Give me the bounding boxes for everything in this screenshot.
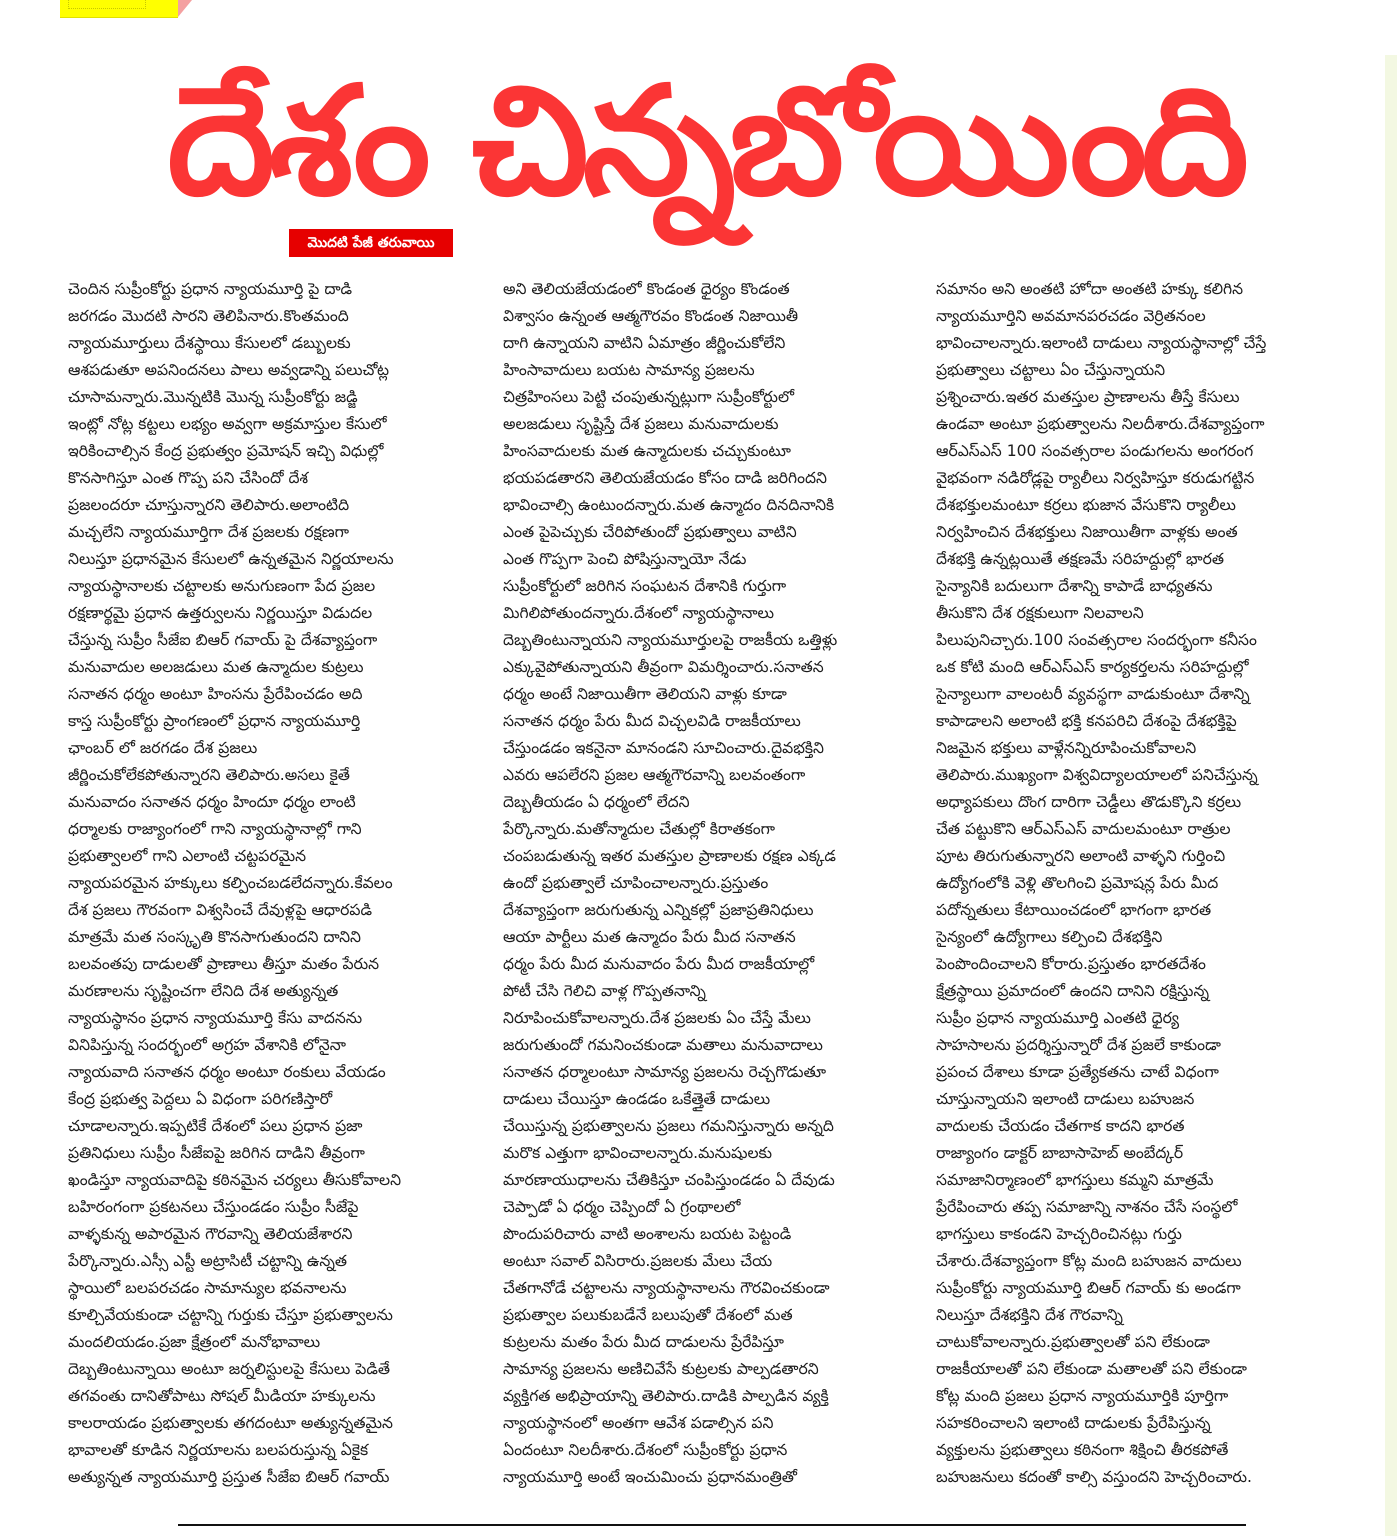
bottom-divider-rule bbox=[178, 1524, 1246, 1526]
article-line: సైన్యాలుగా వాలంటరీ వ్యవస్థగా వాడుకుంటూ దేశాన్ని bbox=[936, 685, 1250, 703]
article-line: చేస్తున్న సుప్రీం సీజేఐ బిఆర్ గవాయ్ పై దేశవ్యాప్తంగా bbox=[68, 631, 378, 649]
article-line: ప్రభుత్వాల పలుకుబడేనే బలుపుతో దేశంలో మత bbox=[503, 1306, 793, 1324]
article-line: కాపాడాలని అలాంటి భక్తి కనపరిచి దేశంపై దేశభక్తిపై bbox=[936, 712, 1237, 730]
article-column-3 bbox=[936, 276, 1356, 1491]
article-line: ఎంత పైపెచ్చుకు చేరిపోతుందో ప్రభుత్వాలు వాటిని bbox=[503, 523, 797, 541]
article-line: దెబ్బతింటున్నాయి అంటూ జర్నలిస్టులపై కేసులు పెడితే bbox=[68, 1360, 390, 1378]
article-line: వినిపిస్తున్న సందర్భంలో అగ్రహ వేశానికి లోనైనా bbox=[68, 1036, 346, 1054]
article-line: కోట్ల మంది ప్రజలు ప్రధాన న్యాయమూర్తికి పూర్తిగా bbox=[936, 1387, 1229, 1405]
pink-corner-flag bbox=[178, 0, 192, 17]
article-line: స్థాయిలో బలపరచడం సామాన్యుల భవనాలను bbox=[68, 1279, 347, 1297]
article-line: చూసామన్నారు.మొన్నటికి మొన్న సుప్రీంకోర్టు జడ్జి bbox=[68, 388, 358, 406]
article-line: రాజ్యాంగం డాక్టర్ బాబాసాహెబ్ అంబేద్కర్ bbox=[936, 1144, 1184, 1162]
article-line: క్షేత్రస్థాయి ప్రమాదంలో ఉందని దానిని రక్షిస్తున్న bbox=[936, 982, 1210, 1000]
article-line: జరగడం మొదటి సారని తెలిపినారు.కొంతమంది bbox=[68, 307, 349, 325]
article-line: తగవంతు దానితోపాటు సోషల్ మీడియా హక్కులను bbox=[68, 1387, 376, 1405]
article-line: రాజకీయాలతో పని లేకుండా మతాలతో పని లేకుండా bbox=[936, 1360, 1247, 1378]
article-line: ప్రపంచ దేశాలు కూడా ప్రత్యేకతను చాటే విధంగా bbox=[936, 1063, 1219, 1081]
article-line: కాస్త సుప్రీంకోర్టు ప్రాంగణంలో ప్రధాన న్యాయమూర్తి bbox=[68, 712, 361, 730]
article-line: న్యాయమూర్తులు దేశస్థాయి కేసులలో డబ్బులకు bbox=[68, 334, 351, 352]
article-line: నిలుస్తూ ప్రధానమైన కేసులలో ఉన్నతమైన నిర్ణయాలను bbox=[68, 550, 394, 568]
article-line: అధ్యాపకులు దొంగ దారిగా చెడ్డీలు తొడుక్కొని కర్రలు bbox=[936, 793, 1242, 811]
article-line: ఎక్కువైపోతున్నాయని తీవ్రంగా విమర్శించారు.సనాతన bbox=[503, 658, 824, 676]
article-line: ఆయా పార్టీలు మత ఉన్మాదం పేరు మీద సనాతన bbox=[503, 928, 796, 946]
article-line: సుప్రీంకోర్టు న్యాయమూర్తి బిఆర్ గవాయ్ కు అండగా bbox=[936, 1279, 1241, 1297]
article-line: ఉండవా అంటూ ప్రభుత్వాలను నిలదీశారు.దేశవ్యాప్తంగా bbox=[936, 415, 1265, 433]
article-line: చిత్రహింసలు పెట్టి చంపుతున్నట్లుగా సుప్రీంకోర్టులో bbox=[503, 388, 794, 406]
article-line: సుప్రీంకోర్టులో జరిగిన సంఘటన దేశానికి గుర్తుగా bbox=[503, 577, 787, 595]
article-line: కుట్రలను మతం పేరు మీద దాడులను ప్రేరేపిస్తూ bbox=[503, 1333, 784, 1351]
article-line: సనాతన ధర్మం పేరు మీద విచ్చలవిడి రాజకీయాలు bbox=[503, 712, 801, 730]
article-line: న్యాయపరమైన హక్కులు కల్పించబడలేదన్నారు.కేవలం bbox=[68, 874, 393, 892]
article-line: వ్యక్తులను ప్రభుత్వాలు కఠినంగా శిక్షించి తీరకపోతే bbox=[936, 1441, 1229, 1459]
article-line: సైన్యానికి బదులుగా దేశాన్ని కాపాడే బాధ్యతను bbox=[936, 577, 1213, 595]
article-line: చేతగానోడే చట్టాలను న్యాయస్థానాలను గౌరవించకుండా bbox=[503, 1279, 830, 1297]
article-line: దేశ ప్రజలు గౌరవంగా విశ్వసించే దేవుళ్లపై ఆధారపడి bbox=[68, 901, 373, 919]
article-line: కేంద్ర ప్రభుత్వ పెద్దలు ఏ విధంగా పరిగణిస్తారో bbox=[68, 1090, 333, 1108]
article-line: మచ్చలేని న్యాయమూర్తిగా దేశ ప్రజలకు రక్షణగా bbox=[68, 523, 350, 541]
article-line: సనాతన ధర్మాలంటూ సామాన్య ప్రజలను రెచ్చగొడుతూ bbox=[503, 1063, 827, 1081]
article-line: ప్రభుత్వాలలో గాని ఎలాంటి చట్టపరమైన bbox=[68, 847, 307, 865]
article-line: ఖండిస్తూ న్యాయవాదిపై కఠినమైన చర్యలు తీసుకోవాలని bbox=[68, 1171, 402, 1189]
article-line: న్యాయమూర్తిని అవమానపరచడం వెర్రితనంల bbox=[936, 307, 1206, 325]
yellow-corner-tag bbox=[60, 0, 178, 18]
article-line: వ్యక్తిగత అభిప్రాయాన్ని తెలిపారు.దాడికి పాల్పడిన వ్యక్తి bbox=[503, 1387, 829, 1405]
article-line: దేశవ్యాప్తంగా జరుగుతున్న ఎన్నికల్లో ప్రజాప్రతినిధులు bbox=[503, 901, 814, 919]
article-line: ఎవరు ఆపలేరని ప్రజల ఆత్మగౌరవాన్ని బలవంతంగా bbox=[503, 766, 806, 784]
article-line: మిగిలిపోతుందన్నారు.దేశంలో న్యాయస్థానాలు bbox=[503, 604, 774, 622]
article-line: సాహసాలను ప్రదర్శిస్తున్నారో దేశ ప్రజలే కాకుండా bbox=[936, 1036, 1221, 1054]
article-line: చేశారు.దేశవ్యాప్తంగా కోట్ల మంది బహుజన వాదులు bbox=[936, 1252, 1242, 1270]
article-line: కొనసాగిస్తూ ఎంత గొప్ప పని చేసిందో దేశ bbox=[68, 469, 309, 487]
article-line: దాగి ఉన్నాయని వాటిని ఏమాత్రం జీర్ణించుకోలేని bbox=[503, 334, 786, 352]
article-line: నిజమైన భక్తులు వాళ్లేనన్నిరూపించుకోవాలని bbox=[936, 739, 1197, 757]
article-line: ఆర్ఎస్ఎస్ 100 సంవత్సరాల పండుగలను అంగరంగ bbox=[936, 442, 1254, 460]
article-line: భయపడతారని తెలియజేయడం కోసం దాడి జరిగిందని bbox=[503, 469, 827, 487]
article-line: న్యాయస్థానంలో అంతగా ఆవేశ పడాల్సిన పని bbox=[503, 1414, 774, 1432]
article-line: సామాన్య ప్రజలను అణిచివేసే కుట్రలకు పాల్పడతారని bbox=[503, 1360, 819, 1378]
article-line: పదోన్నతులు కేటాయించడంలో భాగంగా భారత bbox=[936, 901, 1212, 919]
article-line: ఇంట్లో నోట్ల కట్టలు లభ్యం అవ్వగా అక్రమాస్తుల కేసులో bbox=[68, 415, 387, 433]
article-line: న్యాయస్థానాలకు చట్టాలకు అనుగుణంగా పేద ప్రజల bbox=[68, 577, 376, 595]
article-line: సమాజానిర్మాణంలో భాగస్తులు కమ్మని మాత్రమే bbox=[936, 1171, 1214, 1189]
headline: దేశం చిన్నబోయింది bbox=[167, 55, 1243, 229]
article-line: న్యాయస్థానం ప్రధాన న్యాయమూర్తి కేసు వాదనను bbox=[68, 1009, 363, 1027]
page-edge-strip bbox=[1385, 55, 1397, 1536]
article-line: చాటుకోవాలన్నారు.ప్రభుత్వాలతో పని లేకుండా bbox=[936, 1333, 1210, 1351]
article-line: ఉందో ప్రభుత్వాలే చూపించాలన్నారు.ప్రస్తుతం bbox=[503, 874, 769, 892]
article-line: జరుగుతుందో గమనించకుండా మతాలు మనువాదాలు bbox=[503, 1036, 823, 1054]
article-line: విశ్వాసం ఉన్నంత ఆత్మగౌరవం కొండంత నిజాయితీ bbox=[503, 307, 799, 325]
article-line: పేర్కొన్నారు.ఎస్సీ ఎస్టీ అట్రాసిటీ చట్టాన్ని ఉన్నత bbox=[68, 1252, 348, 1270]
article-line: హింసవాదులకు మత ఉన్మాదులకు చచ్చుకుంటూ bbox=[503, 442, 791, 460]
article-line: కాలరాయడం ప్రభుత్వాలకు తగదంటూ అత్యున్నతమైన bbox=[68, 1414, 393, 1432]
article-line: వాదులకు చేయడం చేతగాక కాదని భారత bbox=[936, 1117, 1185, 1135]
article-line: భావించాల్సి ఉంటుందన్నారు.మత ఉన్మాదం దినదినానికి bbox=[503, 496, 835, 514]
article-line: అత్యున్నత న్యాయమూర్తి ప్రస్తుత సీజేఐ బిఆర్ గవాయ్ bbox=[68, 1468, 390, 1486]
article-line: పెంపొందించాలని కోరారు.ప్రస్తుతం భారతదేశం bbox=[936, 955, 1206, 973]
article-line: తెలిపారు.ముఖ్యంగా విశ్వవిద్యాలయాలలో పనిచేస్తున్న bbox=[936, 766, 1258, 784]
article-line: నిరూపించుకోవాలన్నారు.దేశ ప్రజలకు ఏం చేస్తే మేలు bbox=[503, 1009, 811, 1027]
article-line: పేర్కొన్నారు.మతోన్మాదుల చేతుల్లో కిరాతకంగా bbox=[503, 820, 776, 838]
article-line: చేస్తుండడం ఇకనైనా మానండని సూచించారు.దైవభక్తిని bbox=[503, 739, 825, 757]
article-line: మారణాయుధాలను చేతికిస్తూ చంపిస్తుండడం ఏ దేవుడు bbox=[503, 1171, 835, 1189]
article-line: దెబ్బతీయడం ఏ ధర్మంలో లేదని bbox=[503, 793, 690, 811]
article-line: తీసుకొని దేశ రక్షకులుగా నిలవాలని bbox=[936, 604, 1144, 622]
article-line: ఆశపడుతూ అపనిందనలు పాలు అవ్వడాన్ని పలుచోట్ల bbox=[68, 361, 390, 379]
article-line: ఎంత గొప్పగా పెంచి పోషిస్తున్నాయో నేడు bbox=[503, 550, 747, 568]
article-line: సుప్రీం ప్రధాన న్యాయమూర్తి ఎంతటి ధైర్య bbox=[936, 1009, 1180, 1027]
article-line: న్యాయమూర్తి అంటే ఇంచుమించు ప్రధానమంత్రితో bbox=[503, 1468, 797, 1486]
article-line: ఒక కోటి మంది ఆర్ఎస్ఎస్ కార్యకర్తలను సరిహద్దుల్లో bbox=[936, 658, 1249, 676]
article-line: మందలియడం.ప్రజా క్షేత్రంలో మనోభావాలు bbox=[68, 1333, 321, 1351]
article-line: దేశభక్తులమంటూ కర్రలు భుజాన వేసుకొని ర్యాలీలు bbox=[936, 496, 1236, 514]
article-line: సమానం అని అంతటి హోదా అంతటి హక్కు కలిగిన bbox=[936, 280, 1244, 298]
article-line: హింసావాదులు బయట సామాన్య ప్రజలను bbox=[503, 361, 755, 379]
article-line: వాళ్ళకున్న అపారమైన గౌరవాన్ని తెలియజేశారని bbox=[68, 1225, 353, 1243]
article-line: దెబ్బతింటున్నాయని న్యాయమూర్తులపై రాజకీయ ఒత్తిళ్లు bbox=[503, 631, 838, 649]
article-line: ధర్మం పేరు మీద మనువాదం పేరు మీద రాజకీయాల్లో bbox=[503, 955, 815, 973]
article-column-2 bbox=[503, 276, 923, 1491]
article-line: భాగస్తులు కాకండని హెచ్చరించినట్లు గుర్తు bbox=[936, 1225, 1182, 1243]
article-line: పొందుపరిచారు వాటి అంశాలను బయట పెట్టండి bbox=[503, 1225, 792, 1243]
article-column-1 bbox=[68, 276, 488, 1491]
article-line: అలజడులు సృష్టిస్తే దేశ ప్రజలు మనువాదులకు bbox=[503, 415, 779, 433]
article-line: న్యాయవాది సనాతన ధర్మం అంటూ రంకులు వేయడం bbox=[68, 1063, 386, 1081]
article-line: దాడులు చేయిస్తూ ఉండడం ఒకేత్తైతే దాడులు bbox=[503, 1090, 771, 1108]
article-line: మరణాలను సృష్టించగా లేనిది దేశ అత్యున్నత bbox=[68, 982, 339, 1000]
article-line: సైన్యంలో ఉద్యోగాలు కల్పించి దేశభక్తిని bbox=[936, 928, 1163, 946]
continued-from-front-page-label: మొదటి పేజీ తరువాయి bbox=[289, 229, 453, 257]
tag-dotted-box bbox=[68, 0, 146, 9]
article-line: ప్రభుత్వాలు చట్టాలు ఏం చేస్తున్నాయని bbox=[936, 361, 1166, 379]
article-line: ప్రజలందరూ చూస్తున్నారని తెలిపారు.అలాంటిది bbox=[68, 496, 350, 514]
article-line: జీర్ణించుకోలేకపోతున్నారని తెలిపారు.అసలు కైతే bbox=[68, 766, 350, 784]
article-line: సహకరించాలని ఇలాంటి దాడులకు ప్రేరేపిస్తున్న bbox=[936, 1414, 1211, 1432]
article-line: చూడాలన్నారు.ఇప్పటికే దేశంలో పలు ప్రధాన ప్రజా bbox=[68, 1117, 363, 1135]
article-line: అని తెలియజేయడంలో కొండంత ధైర్యం కొండంత bbox=[503, 280, 790, 298]
article-line: ధర్మాలకు రాజ్యాంగంలో గాని న్యాయస్థానాల్లో గాని bbox=[68, 820, 362, 838]
article-line: మాత్రమే మత సంస్కృతి కొనసాగుతుందని దానిని bbox=[68, 928, 361, 946]
article-line: అంటూ సవాల్ విసిరారు.ప్రజలకు మేలు చేయ bbox=[503, 1252, 773, 1270]
article-line: ఇరికించాల్సిన కేంద్ర ప్రభుత్వం ప్రమోషన్ ఇచ్చి విధుల్లో bbox=[68, 442, 384, 460]
article-line: చంపబడుతున్న ఇతర మతస్తుల ప్రాణాలకు రక్షణ ఎక్కడ bbox=[503, 847, 836, 865]
article-line: మనువాదుల అలజడులు మత ఉన్మాదుల కుట్రలు bbox=[68, 658, 364, 676]
article-line: నిలుస్తూ దేశభక్తిని దేశ గౌరవాన్ని bbox=[936, 1306, 1123, 1324]
article-line: భావించాలన్నారు.ఇలాంటి దాడులు న్యాయస్థానాల్లో చేస్తే bbox=[936, 334, 1267, 352]
article-line: ఛాంబర్ లో జరగడం దేశ ప్రజలు bbox=[68, 739, 258, 757]
article-line: కూల్చివేయకుండా చట్టాన్ని గుర్తుకు చేస్తూ ప్రభుత్వాలను bbox=[68, 1306, 393, 1324]
article-line: మనువాదం సనాతన ధర్మం హిందూ ధర్మం లాంటి bbox=[68, 793, 356, 811]
article-line: పిలుపునిచ్చారు.100 సంవత్సరాల సందర్భంగా కనీసం bbox=[936, 631, 1257, 649]
article-line: ఏందంటూ నిలదీశారు.దేశంలో సుప్రీంకోర్టు ప్రధాన bbox=[503, 1441, 788, 1459]
article-line: చేత పట్టుకొని ఆర్ఎస్ఎస్ వాదులమంటూ రాత్రుల bbox=[936, 820, 1231, 838]
article-line: నిర్వహించిన దేశభక్తులు నిజాయితీగా వాళ్లకు అంత bbox=[936, 523, 1238, 541]
article-line: మరొక ఎత్తుగా భావించాలన్నారు.మనుషులకు bbox=[503, 1144, 773, 1162]
article-line: భావాలతో కూడిన నిర్ణయాలను బలపరుస్తున్న ఏకైక bbox=[68, 1441, 369, 1459]
article-line: ప్రతినిధులు సుప్రీం సీజేఐపై జరిగిన దాడిని తీవ్రంగా bbox=[68, 1144, 365, 1162]
article-line: రక్షణార్థమై ప్రధాన ఉత్తర్వులను నిర్ణయిస్తూ విడుదల bbox=[68, 604, 373, 622]
article-line: ప్రశ్నించారు.ఇతర మతస్తుల ప్రాణాలను తీస్తే కేసులు bbox=[936, 388, 1240, 406]
article-line: చేయిస్తున్న ప్రభుత్వాలను ప్రజలు గమనిస్తున్నారు అన్నది bbox=[503, 1117, 834, 1135]
article-line: పూట తిరుగుతున్నారని అలాంటి వాళ్ళని గుర్తించి bbox=[936, 847, 1226, 865]
article-line: చెప్పాడో ఏ ధర్మం చెప్పిందో ఏ గ్రంథాలలో bbox=[503, 1198, 741, 1216]
article-line: దేశభక్తి ఉన్నట్లయితే తక్షణమే సరిహద్దుల్లో భారత bbox=[936, 550, 1224, 568]
article-line: పోటీ చేసి గెలిచి వాళ్ల గొప్పతనాన్ని bbox=[503, 982, 706, 1000]
article-line: బహుజనులు కదంతో కాల్సి వస్తుందని హెచ్చరించారు. bbox=[936, 1468, 1253, 1486]
article-line: ప్రేరేపించారు తప్ప సమాజాన్ని నాశనం చేసే సంస్థలో bbox=[936, 1198, 1238, 1216]
article-line: ధర్మం అంటే నిజాయితీగా తెలియని వాళ్లు కూడా bbox=[503, 685, 787, 703]
article-line: వైభవంగా నడిరోడ్లపై ర్యాలీలు నిర్వహిస్తూ కరుడుగట్టిన bbox=[936, 469, 1255, 487]
article-line: ఉద్యోగంలోకి వెళ్లి తొలగించి ప్రమోషన్ల పేరు మీద bbox=[936, 874, 1219, 892]
article-line: చెందిన సుప్రీంకోర్టు ప్రధాన న్యాయమూర్తి పై దాడి bbox=[68, 280, 353, 298]
article-line: బలవంతపు దాడులతో ప్రాణాలు తీస్తూ మతం పేరున bbox=[68, 955, 380, 973]
article-line: చూస్తున్నాయని ఇలాంటి దాడులు బహుజన bbox=[936, 1090, 1195, 1108]
article-line: బహిరంగంగా ప్రకటనలు చేస్తుండడం సుప్రీం సీజేపై bbox=[68, 1198, 359, 1216]
article-line: సనాతన ధర్మం అంటూ హింసను ప్రేరేపించడం అది bbox=[68, 685, 363, 703]
